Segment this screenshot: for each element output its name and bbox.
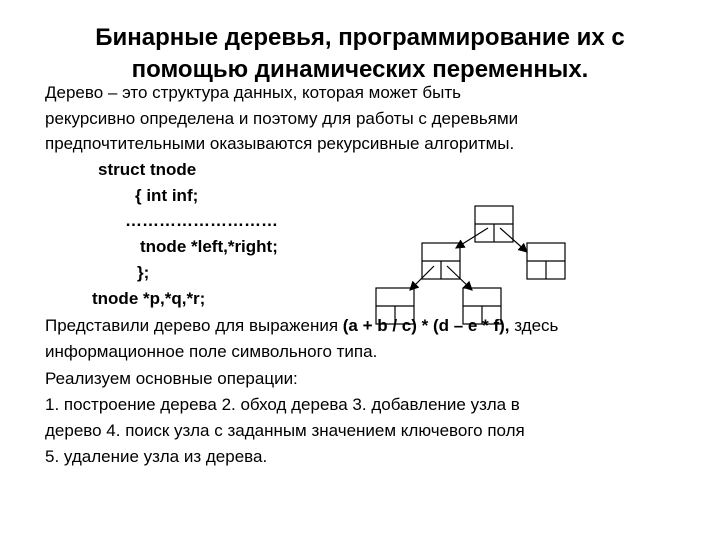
info-line: информационное поле символьного типа. [45, 342, 378, 361]
tree-edge-root-left [456, 228, 488, 248]
expr-formula: (a + b / c) * (d – e * f), [342, 316, 510, 335]
expr-prefix: Представили дерево для выражения [45, 316, 343, 335]
ops-line-3: 5. удаление узла из дерева. [45, 447, 268, 466]
tree-node-left-left [376, 288, 414, 324]
tree-node-right [527, 243, 565, 279]
code-line-6: tnode *p,*q,*r; [92, 289, 206, 308]
para1-line-3: предпочтительными оказываются рекурсивные алгоритмы. [45, 134, 515, 153]
code-line-1: struct tnode [98, 160, 197, 179]
ops-heading: Реализуем основные операции: [45, 369, 298, 388]
ops-line-1: 1. построение дерева 2. обход дерева 3. добавление узла в [45, 395, 520, 414]
tree-node-root [475, 206, 513, 242]
code-line-2: { int inf; [135, 186, 199, 205]
code-line-4: tnode *left,*right; [140, 237, 278, 256]
title-line-2: помощью динамических переменных. [131, 56, 589, 83]
ops-line-2: дерево 4. поиск узла с заданным значением ключевого поля [45, 421, 525, 440]
title-line-1: Бинарные деревья, программирование их с [95, 24, 625, 51]
code-line-3: ……………………… [125, 211, 278, 230]
tree-node-left-right [463, 288, 501, 324]
para1-line-2: рекурсивно определена и поэтому для работы с деревьями [45, 109, 519, 128]
expr-suffix: здесь [509, 316, 559, 335]
code-line-5: }; [137, 263, 150, 282]
para1-line-1: Дерево – это структура данных, которая может быть [45, 83, 461, 102]
